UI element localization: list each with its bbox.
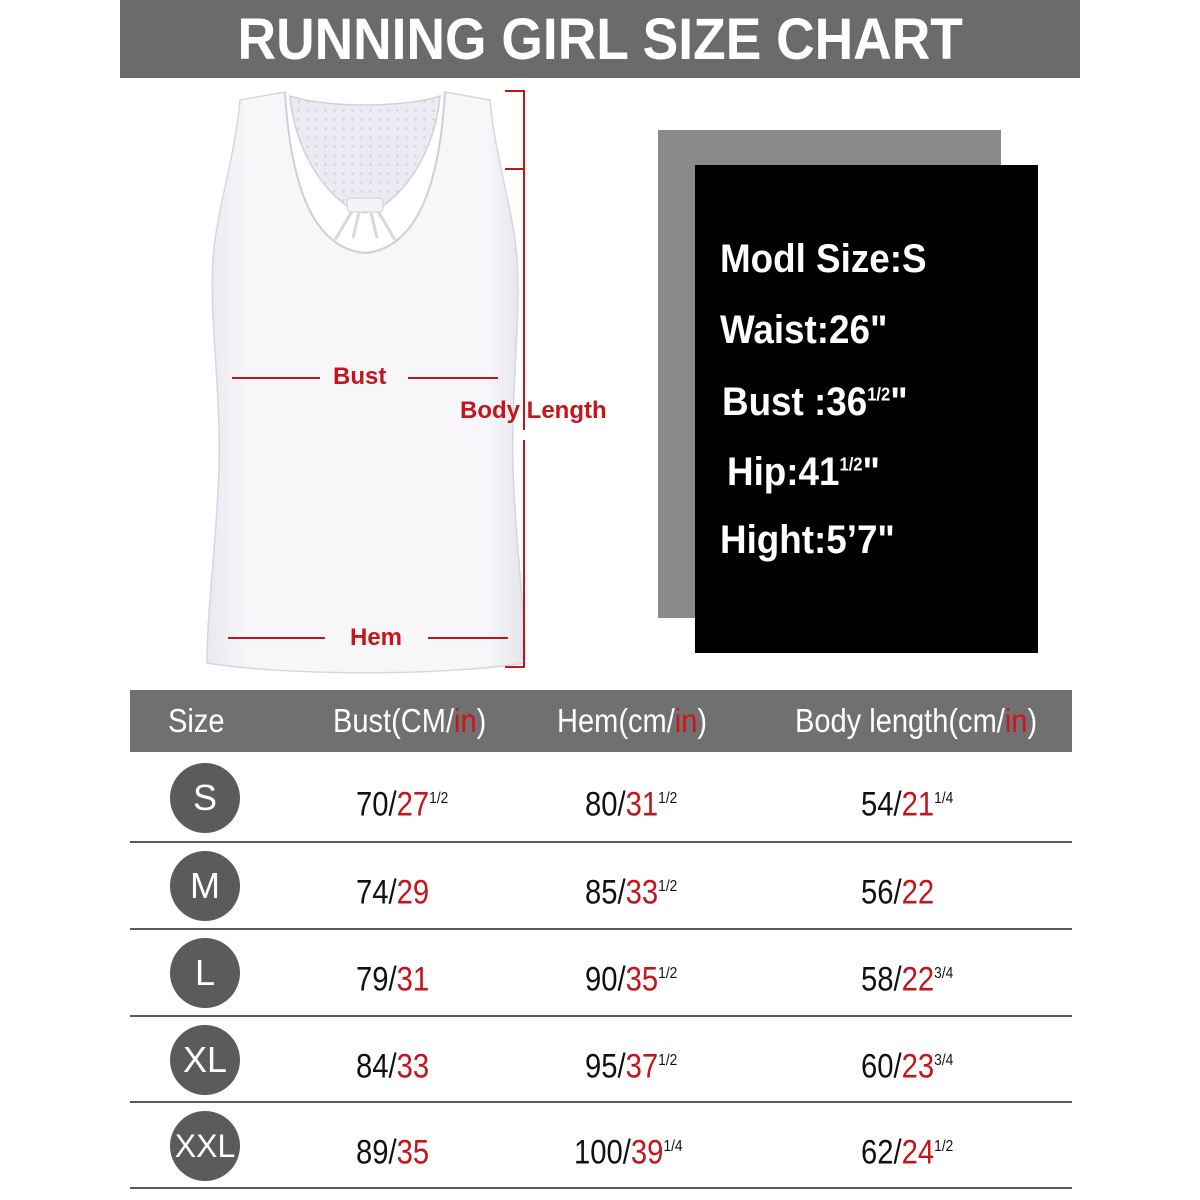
hem-cell: $100/39^{1/4}$ (574, 1133, 683, 1172)
page-title: RUNNING GIRL SIZE CHART (237, 6, 963, 72)
size-badge: XL (170, 1025, 240, 1095)
hem-label: Hem (350, 624, 403, 651)
body-length-cell: $54/21^{1/4}$ (861, 785, 954, 824)
model-size: Modl Size:S (720, 237, 927, 281)
bust-cell: 74/29 (356, 873, 430, 912)
model-bust: Bust $:36^{1/2}$" (722, 380, 908, 424)
model-waist: Waist:26" (720, 308, 888, 352)
body-length-cell: $58/22^{3/4}$ (861, 960, 954, 999)
model-hip: $Hip:41^{1/2}$" (727, 450, 880, 494)
bust-cell: $70/27^{1/2}$ (356, 785, 449, 824)
size-table-header (130, 690, 1072, 752)
hem-cell: $80/31^{1/2}$ (585, 785, 678, 824)
hem-line-left (228, 637, 325, 639)
size-badge: XXL (170, 1111, 240, 1181)
bust-cell: 79/31 (356, 960, 430, 999)
model-card (695, 165, 1038, 653)
table-row (130, 1103, 1072, 1190)
size-badge: L (170, 938, 240, 1008)
bust-line-left (232, 377, 320, 379)
size-badge: M (170, 851, 240, 921)
body-length-line-top (523, 90, 525, 430)
body-length-tick-bottom (505, 666, 525, 668)
hem-cell: $85/33^{1/2}$ (585, 873, 678, 912)
table-row (130, 843, 1072, 930)
title-bar (120, 0, 1080, 78)
header-size: Size (168, 702, 225, 739)
bust-line-right (408, 377, 498, 379)
body-length-label: Body Length (460, 397, 607, 424)
header-hem: Hem(cm/in) (557, 702, 708, 739)
bust-cell: 89/35 (356, 1133, 430, 1172)
table-row (130, 930, 1072, 1017)
body-length-tick-top (505, 90, 525, 92)
hem-cell: $95/37^{1/2}$ (585, 1047, 678, 1086)
mesh-back-panel (290, 96, 440, 213)
body-length-line-bottom (523, 440, 525, 668)
header-bust: Bust(CM/in) (333, 702, 487, 739)
hem-cell: $90/35^{1/2}$ (585, 960, 678, 999)
body-length-cell: 56/22 (861, 873, 935, 912)
table-row (130, 755, 1072, 842)
header-body-length: Body length(cm/in) (795, 702, 1038, 739)
model-height: Hight:5’7" (720, 518, 895, 562)
body-length-cell: $60/23^{3/4}$ (861, 1047, 954, 1086)
hem-line-right (428, 637, 508, 639)
bust-label: Bust (333, 363, 387, 390)
body-length-tick-mid (505, 168, 525, 170)
body-length-cell: $62/24^{1/2}$ (861, 1133, 954, 1172)
bust-cell: 84/33 (356, 1047, 430, 1086)
size-badge: S (170, 763, 240, 833)
row-divider (130, 1187, 1072, 1189)
table-row (130, 1017, 1072, 1104)
